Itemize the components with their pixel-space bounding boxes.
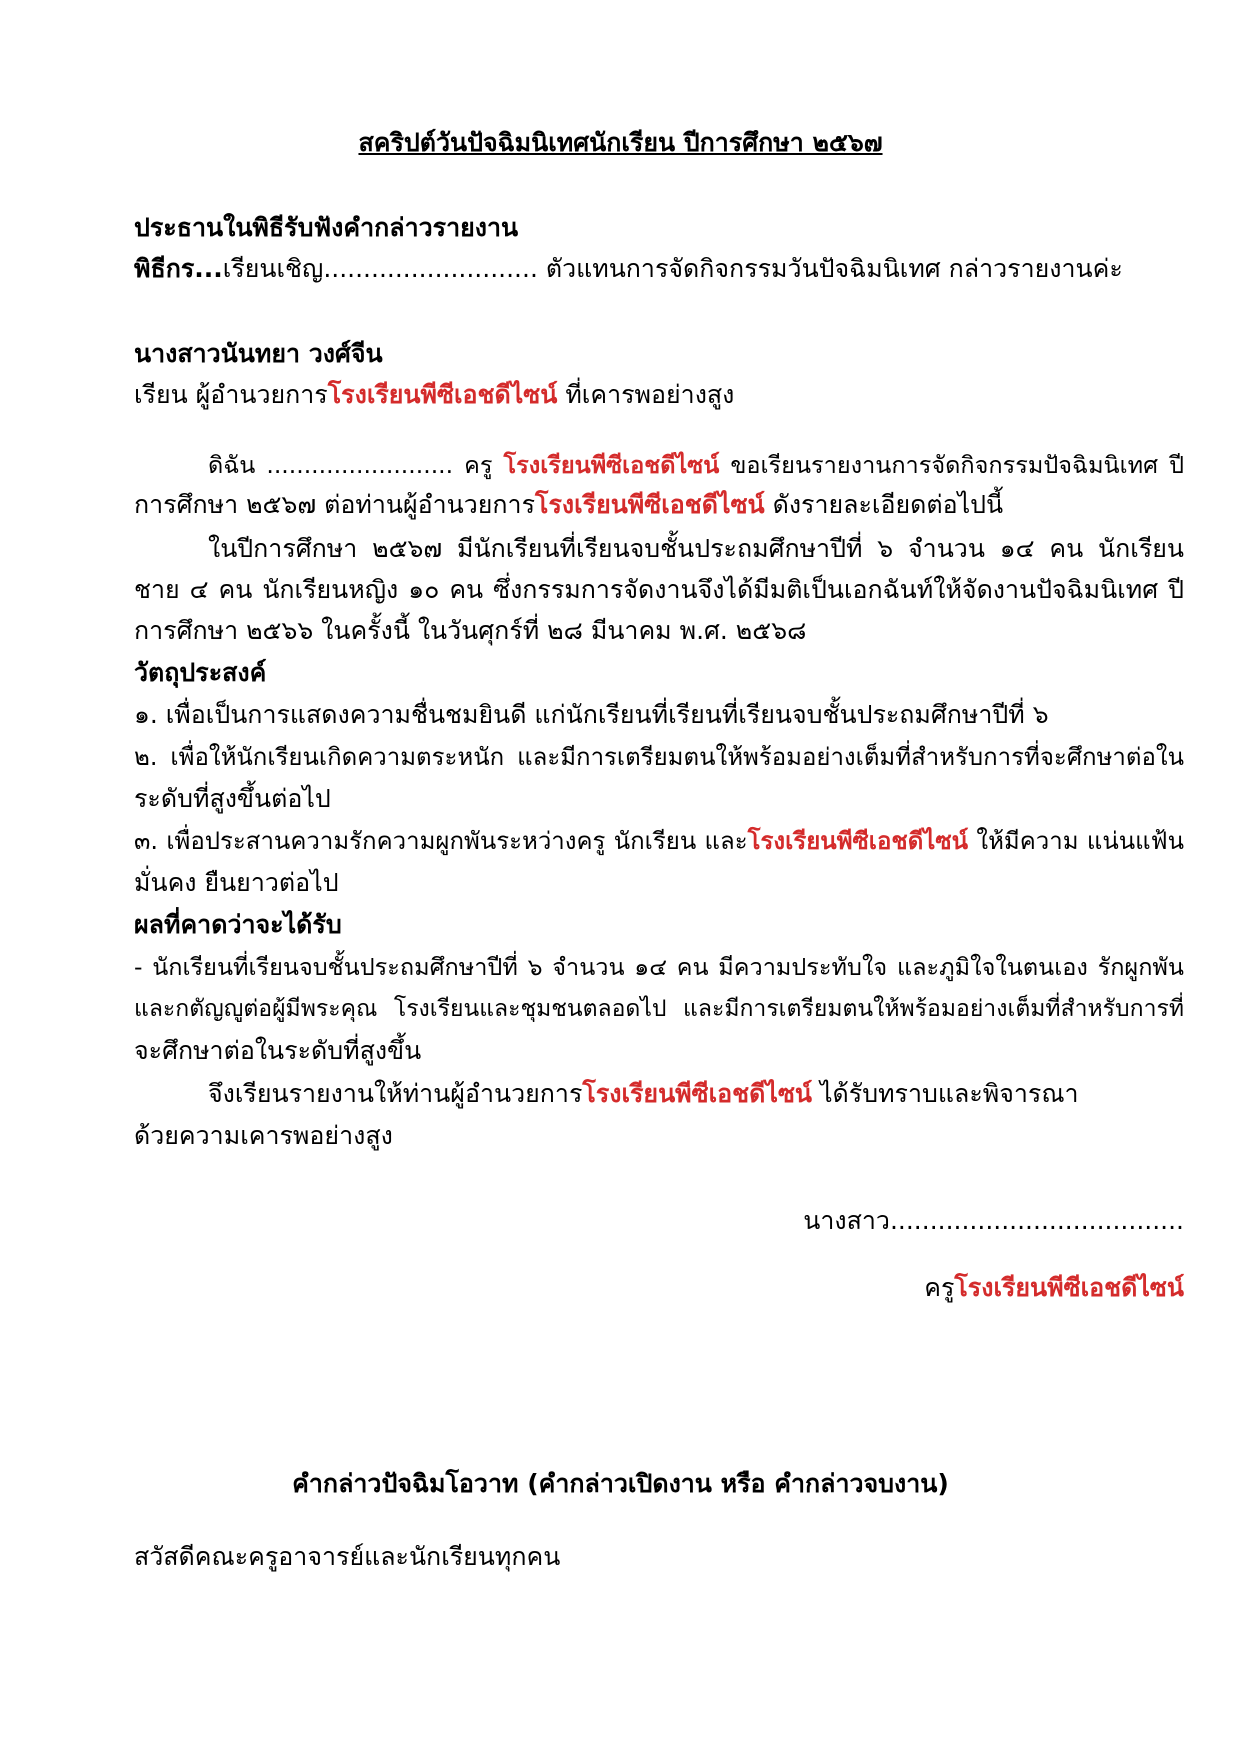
objective-3-text-b: ให้มีความ แน่นแฟ้น <box>968 827 1185 855</box>
greeting-prefix: เรียน ผู้อำนวยการ <box>134 380 328 409</box>
p1-text-b: ขอเรียนรายงานการจัดกิจกรรมปัจฉิมนิเทศ ปี <box>719 451 1184 479</box>
p1-text-d: ดังรายละเอียดต่อไปนี้ <box>764 490 1004 519</box>
objective-2-line-1: ๒. เพื่อให้นักเรียนเกิดความตระหนัก และมีการเตรียมตนให้พร้อมอย่างเต็มที่สำหรับการที่จะศึกษาต่อใน <box>134 743 1184 771</box>
p1-text-c: การศึกษา ๒๕๖๗ ต่อท่านผู้อำนวยการ <box>134 490 536 519</box>
mc-label: พิธีกร... <box>134 254 223 283</box>
mc-text: เรียนเชิญ........................... ตัวแทนการจัดกิจกรรมวันปัจฉิมนิเทศ กล่าวรายงานค่ะ <box>222 254 1123 283</box>
school-name: โรงเรียนพีซีเอชดีไซน์ <box>954 1273 1184 1302</box>
speaker-name: นางสาวนันทยา วงศ์จีน <box>134 339 383 368</box>
p1-text-a: ดิฉัน ......................... ครู <box>208 451 504 479</box>
speech-heading: คำกล่าวปัจฉิมโอวาท (คำกล่าวเปิดงาน หรือ คำกล่าวจบงาน) <box>292 1469 949 1498</box>
objective-2-line-2: ระดับที่สูงขึ้นต่อไป <box>134 784 331 813</box>
paragraph-2-line-1: ในปีการศึกษา ๒๕๖๗ มีนักเรียนที่เรียนจบชั้นประถมศึกษาปีที่ ๖ จำนวน ๑๔ คน นักเรียน <box>208 534 1184 563</box>
school-name: โรงเรียนพีซีเอชดีไซน์ <box>535 490 765 519</box>
greeting-suffix: ที่เคารพอย่างสูง <box>557 380 735 409</box>
signature-title-prefix: ครู <box>924 1273 955 1302</box>
school-name: โรงเรียนพีซีเอชดีไซน์ <box>582 1079 813 1108</box>
paragraph-2-line-3: การศึกษา ๒๕๖๖ ในครั้งนี้ ในวันศุกร์ที่ ๒๘ มีนาคม พ.ศ. ๒๕๖๘ <box>134 616 807 645</box>
greeting-line <box>134 378 1184 412</box>
closing-line-2: ด้วยความเคารพอย่างสูง <box>134 1121 393 1150</box>
results-line-1: - นักเรียนที่เรียนจบชั้นประถมศึกษาปีที่ ๖ จำนวน ๑๔ คน มีความประทับใจ และภูมิใจในตนเอง รักผูกพัน <box>134 953 1184 981</box>
school-name: โรงเรียนพีซีเอชดีไซน์ <box>327 380 558 409</box>
closing-line-1 <box>208 1077 1184 1111</box>
objective-3-line-2: มั่นคง ยืนยาวต่อไป <box>134 868 339 897</box>
mc-line <box>134 252 1184 286</box>
objective-3-text-a: ๓. เพื่อประสานความรักความผูกพันระหว่างครู นักเรียน และ <box>134 827 748 855</box>
closing-text-b: ได้รับทราบและพิจารณา <box>812 1079 1079 1108</box>
intro-heading: ประธานในพิธีรับฟังคำกล่าวรายงาน <box>134 213 519 242</box>
results-line-3: จะศึกษาต่อในระดับที่สูงขึ้น <box>134 1036 422 1065</box>
objective-3-line-1 <box>134 824 1184 858</box>
objective-1: ๑. เพื่อเป็นการแสดงความชื่นชมยินดี แก่นักเรียนที่เรียนที่เรียนจบชั้นประถมศึกษาปีที่ ๖ <box>134 700 1049 729</box>
speech-opening: สวัสดีคณะครูอาจารย์และนักเรียนทุกคน <box>134 1542 561 1571</box>
paragraph-1-line-2 <box>134 488 1184 522</box>
objectives-heading: วัตถุประสงค์ <box>134 658 267 687</box>
results-line-2: และกตัญญูต่อผู้มีพระคุณ โรงเรียนและชุมชนตลอดไป และมีการเตรียมตนให้พร้อมอย่างเต็มที่สำหรับการที่ <box>134 996 1184 1022</box>
paragraph-2-line-2: ชาย ๔ คน นักเรียนหญิง ๑๐ คน ซึ่งกรรมการจัดงานจึงได้มีมติเป็นเอกฉันท์ให้จัดงานปัจฉิมนิเทศ ปี <box>134 575 1184 604</box>
signature-title <box>134 1271 1184 1305</box>
school-name: โรงเรียนพีซีเอชดีไซน์ <box>503 451 720 479</box>
paragraph-1-line-1 <box>208 448 1184 482</box>
school-name: โรงเรียนพีซีเอชดีไซน์ <box>747 827 969 855</box>
results-heading: ผลที่คาดว่าจะได้รับ <box>134 910 342 939</box>
closing-text-a: จึงเรียนรายงานให้ท่านผู้อำนวยการ <box>208 1079 583 1108</box>
document-title: สคริปต์วันปัจฉิมนิเทศนักเรียน ปีการศึกษา ๒๕๖๗ <box>358 128 883 157</box>
signature-name: นางสาว..................................... <box>803 1206 1184 1235</box>
